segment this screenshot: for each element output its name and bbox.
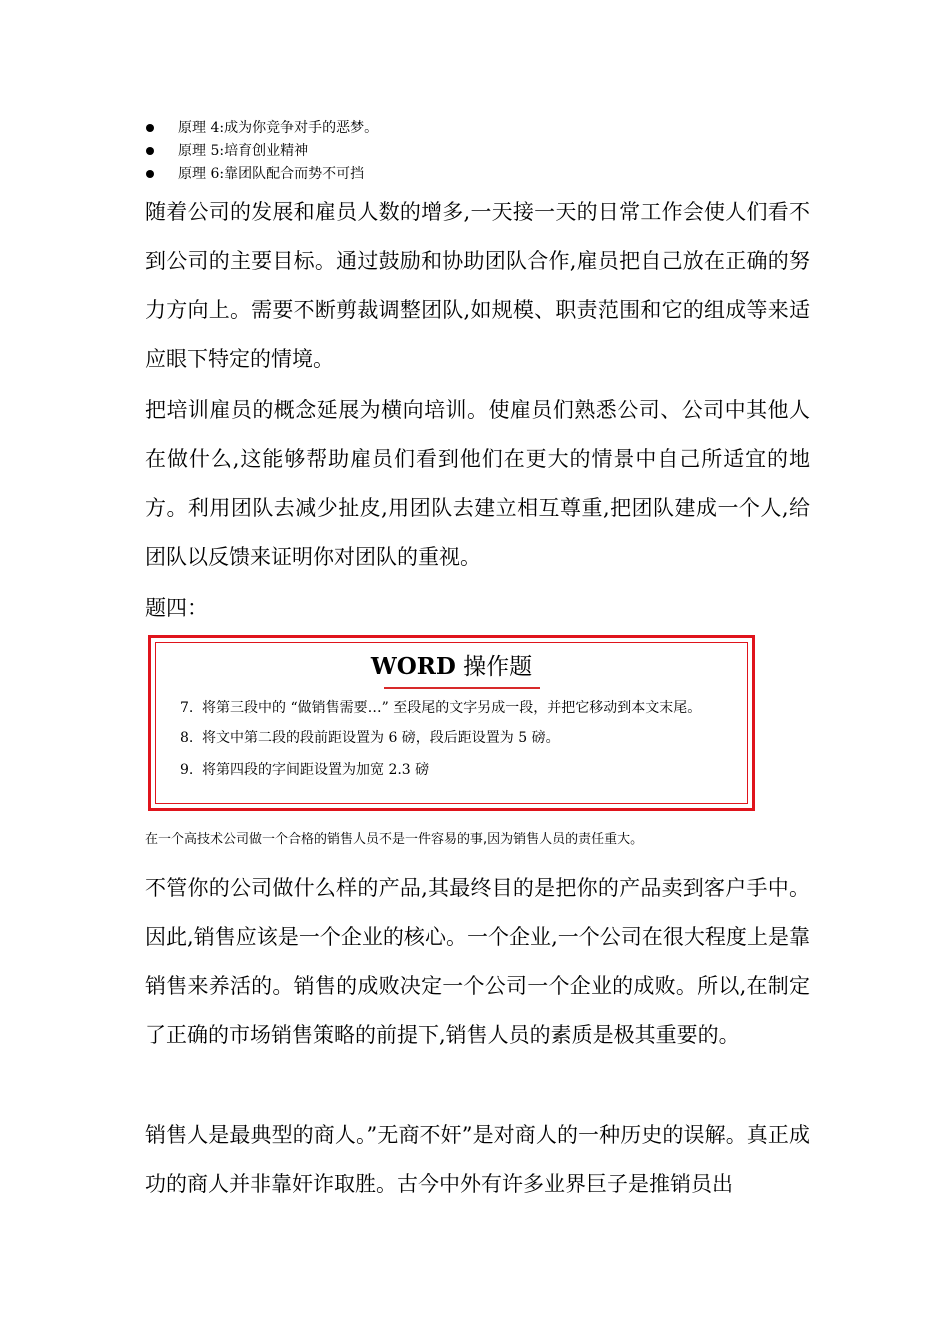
word-title-latin: WORD	[370, 653, 456, 680]
word-title-underline	[384, 687, 540, 689]
bullet-item	[142, 164, 378, 187]
principles-bullet-list	[142, 118, 378, 187]
word-title-cjk: 操作题	[455, 654, 533, 680]
paragraph-cross-training: 把培训雇员的概念延展为横向培训。使雇员们熟悉公司、公司中其他人在做什么,这能够帮助雇员们看到他们在更大的情景中自己所适宜的地方。利用团队去减少扯皮,用团队去建立相互尊重,把团队建成一个人,给团队以反馈来证明你对团队的重视。	[145, 398, 810, 569]
bullet-text: 原理 4:成为你竞争对手的恶梦。	[178, 120, 379, 136]
exercise-text: 将第四段的字间距设置为加宽 2.3 磅	[202, 762, 430, 778]
exercise-number: 7.	[180, 700, 194, 716]
paragraph-merchant: 销售人是最典型的商人。”无商不奸”是对商人的一种历史的误解。真正成功的商人并非靠奸诈取胜。古今中外有许多业界巨子是推销员出	[145, 1123, 810, 1196]
paragraph-team-growth: 随着公司的发展和雇员人数的增多,一天接一天的日常工作会使人们看不到公司的主要目标。通过鼓励和协助团队合作,雇员把自己放在正确的努力方向上。需要不断剪裁调整团队,如规模、职责范围和它的组成等来适应眼下特定的情境。	[145, 200, 810, 371]
word-exercise-title	[156, 651, 747, 683]
bullet-item	[142, 118, 378, 141]
word-exercise-box	[148, 635, 755, 811]
bullet-dot-icon	[146, 147, 154, 155]
exercise-item	[180, 697, 736, 719]
word-exercise-inner-border	[155, 642, 748, 804]
exercise-item	[180, 759, 736, 781]
word-exercise-list	[180, 697, 736, 791]
intro-sentence: 在一个高技术公司做一个合格的销售人员不是一件容易的事,因为销售人员的责任重大。	[145, 832, 644, 847]
exercise-item	[180, 727, 736, 749]
exercise-text: 将第三段中的 “做销售需要…” 至段尾的文字另成一段，并把它移动到本文末尾。	[202, 700, 702, 716]
paragraph-sales-core: 不管你的公司做什么样的产品,其最终目的是把你的产品卖到客户手中。因此,销售应该是一个企业的核心。一个企业,一个公司在很大程度上是靠销售来养活的。销售的成败决定一个公司一个企业的成败。所以,在制定了正确的市场销售策略的前提下,销售人员的素质是极其重要的。	[145, 876, 810, 1047]
exercise-number: 8.	[180, 730, 194, 746]
exercise-number: 9.	[180, 762, 194, 778]
bullet-dot-icon	[146, 124, 154, 132]
bullet-text: 原理 5:培育创业精神	[178, 143, 309, 159]
bullet-dot-icon	[146, 170, 154, 178]
bullet-text: 原理 6:靠团队配合而势不可挡	[178, 166, 365, 182]
exercise-text: 将文中第二段的段前距设置为 6 磅，段后距设置为 5 磅。	[202, 730, 560, 746]
section-heading: 题四：	[145, 596, 208, 620]
bullet-item	[142, 141, 378, 164]
